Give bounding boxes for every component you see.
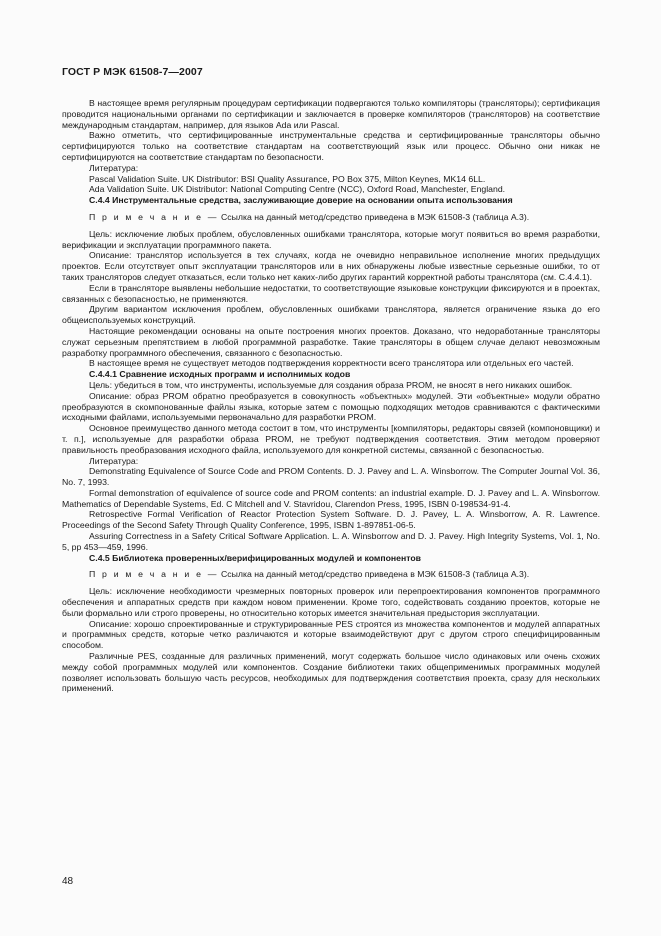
section-heading-c45: С.4.5 Библиотека проверенных/верифицированных модулей и компонентов	[89, 552, 422, 563]
c45-paragraph-3: Различные PES, созданные для различных применений, могут содержать большое число одинаковых или очень схожих между собой программных модулей или компонентов. Создание библиотеки таких общеприменимых программных модулей позволяет использовать большую часть ресурсов, необходимых для подтверждения соответствия проекта, сразу для нескольких применений.	[62, 651, 600, 694]
c44-goal: Цель: исключение любых проблем, обусловленных ошибками транслятора, которые могут появиться во время разработки, верификации и эксплуатации программного пакета.	[62, 228, 600, 250]
c45-description: Описание: хорошо спроектированные и структурированные PES строятся из множества компонентов и модулей аппаратных и программных средств, которые четко различаются и которые взаимодействуют друг с другом строго специфицированным способом.	[62, 618, 600, 651]
note-c45	[62, 569, 600, 580]
c441-advantage: Основное преимущество данного метода состоит в том, что инструменты [компиляторы, редакторы связей (компоновщики) и т. п.], используемые для разработки образа PROM, не требуют подтверждения соответствия. Этим методом проверяют правильность преобразования исходного файла, используемого для конкретной системы, связанной с безопасностью.	[62, 423, 600, 455]
c441-goal: Цель: убедиться в том, что инструменты, используемые для создания образа PROM, не вносят в него никаких ошибок.	[89, 379, 573, 390]
c441-reference-3: Retrospective Formal Verification of Reactor Protection System Software. D. J. Pavey, L. A. Winsborrow, A. R. Lawrence. Proceedings of the Second Safety Through Quality Conference, 1995, ISBN 1-897851-06-5.	[62, 509, 600, 531]
section-heading-c441: С.4.4.1 Сравнение исходных программ и исполнимых кодов	[89, 369, 351, 380]
note-c44	[62, 212, 600, 223]
c441-reference-1: Demonstrating Equivalence of Source Code and PROM Contents. D. J. Pavey and L. A. Winsborrow. The Computer Journal Vol. 36, No. 7, 1993.	[62, 466, 600, 488]
c44-description: Описание: транслятор используется в тех случаях, когда не очевидно неправильное исполнение многих предыдущих проектов. Если отсутствует опыт эксплуатации трансляторов или в них обнаружены любые известные серьезные ошибки, то от таких трансляторов следует отказаться, если только нет каких-либо других гарантий корректной работы транслятора (см. С.4.4.1).	[62, 250, 600, 282]
c44-paragraph-3: Если в трансляторе выявлены небольшие недостатки, то соответствующие языковые конструкции фиксируются и в проектах, связанных с безопасностью, не применяются.	[62, 282, 600, 304]
note-label: П р и м е ч а н и е —	[89, 211, 219, 222]
intro-paragraph-1: В настоящее время регулярным процедурам сертификации подвергаются только компиляторы (трансляторы); сертификация проводится национальными органами по сертификации и заключается в проверке компиляторов (трансляторов) на соответствие международным стандартам, например, для языков Ada или Pascal.	[62, 98, 600, 130]
c44-paragraph-5: Настоящие рекомендации основаны на опыте построения многих проектов. Доказано, что недоработанные трансляторы служат серьезным препятствием в любой программной разработке. Такие трансляторы в общем случае делают невозможным разработку программного обеспечения, связанного с безопасностью.	[62, 325, 600, 358]
reference-pascal: Pascal Validation Suite. UK Distributor: BSI Quality Assurance, PO Box 375, Milton Keynes, MK14 6LL.	[89, 173, 486, 184]
note-text: Ссылка на данный метод/средство приведена в МЭК 61508-3 (таблица А.3).	[218, 211, 530, 222]
note-label: П р и м е ч а н и е —	[89, 569, 219, 580]
document-page	[62, 66, 600, 694]
c44-paragraph-6: В настоящее время не существует методов подтверждения корректности всего транслятора или отдельных его частей.	[89, 358, 574, 369]
reference-ada: Ada Validation Suite. UK Distributor: National Computing Centre (NCC), Oxford Road, Manchester, England.	[89, 184, 506, 195]
literature-label: Литература:	[89, 162, 139, 173]
c44-paragraph-4: Другим вариантом исключения проблем, обусловленных ошибками транслятора, является ограничение языка до его общеиспользуемых конструкций.	[62, 304, 600, 326]
c441-reference-2: Formal demonstration of equivalence of source code and PROM contents: an industrial example. D. J. Pavey and L. A. Winsborrow. Mathematics of Dependable Systems, Ed. C Mitchell and V. Stavridou, Clarendon Press, 1995, ISBN 0-198534-91-4.	[62, 487, 600, 509]
c441-reference-4: Assuring Correctness in a Safety Critical Software Application. L. A. Winsborrow and D. J. Pavey. High Integrity Systems, Vol. 1, No. 5, pp 453—459, 1996.	[62, 531, 600, 552]
document-header: ГОСТ Р МЭК 61508-7—2007	[62, 66, 203, 78]
c45-goal: Цель: исключение необходимости чрезмерных повторных проверок или перепроектирования компонентов программного обеспечения и аппаратных средств при каждом новом применении. Кроме того, содействовать созданию проектов, которые не были формально или строго проверены, но относительно которых имеется значительная предыстория эксплуатации.	[62, 586, 600, 618]
c441-literature-label: Литература:	[89, 455, 139, 466]
section-heading-c44: С.4.4 Инструментальные средства, заслуживающие доверие на основании опыта использования	[89, 195, 513, 206]
note-text: Ссылка на данный метод/средство приведена в МЭК 61508-3 (таблица А.3).	[218, 569, 530, 580]
page-number: 48	[62, 876, 74, 887]
c441-description: Описание: образ PROM обратно преобразуется в совокупность «объектных» модулей. Эти «объектные» модули обратно преобразуются в скомпонованные файлы языка, которые затем с помощью подходящих методов сравниваются с фактическими исходными файлами, используемыми первоначально для разработки PROM.	[62, 390, 600, 423]
intro-paragraph-2: Важно отметить, что сертифицированные инструментальные средства и сертифицированные трансляторы обычно сертифицируются только на соответствие стандартам на соответствующий язык или процесс. Обычно они никак не сертифицируются на соответствие стандартам по безопасности.	[62, 130, 600, 162]
